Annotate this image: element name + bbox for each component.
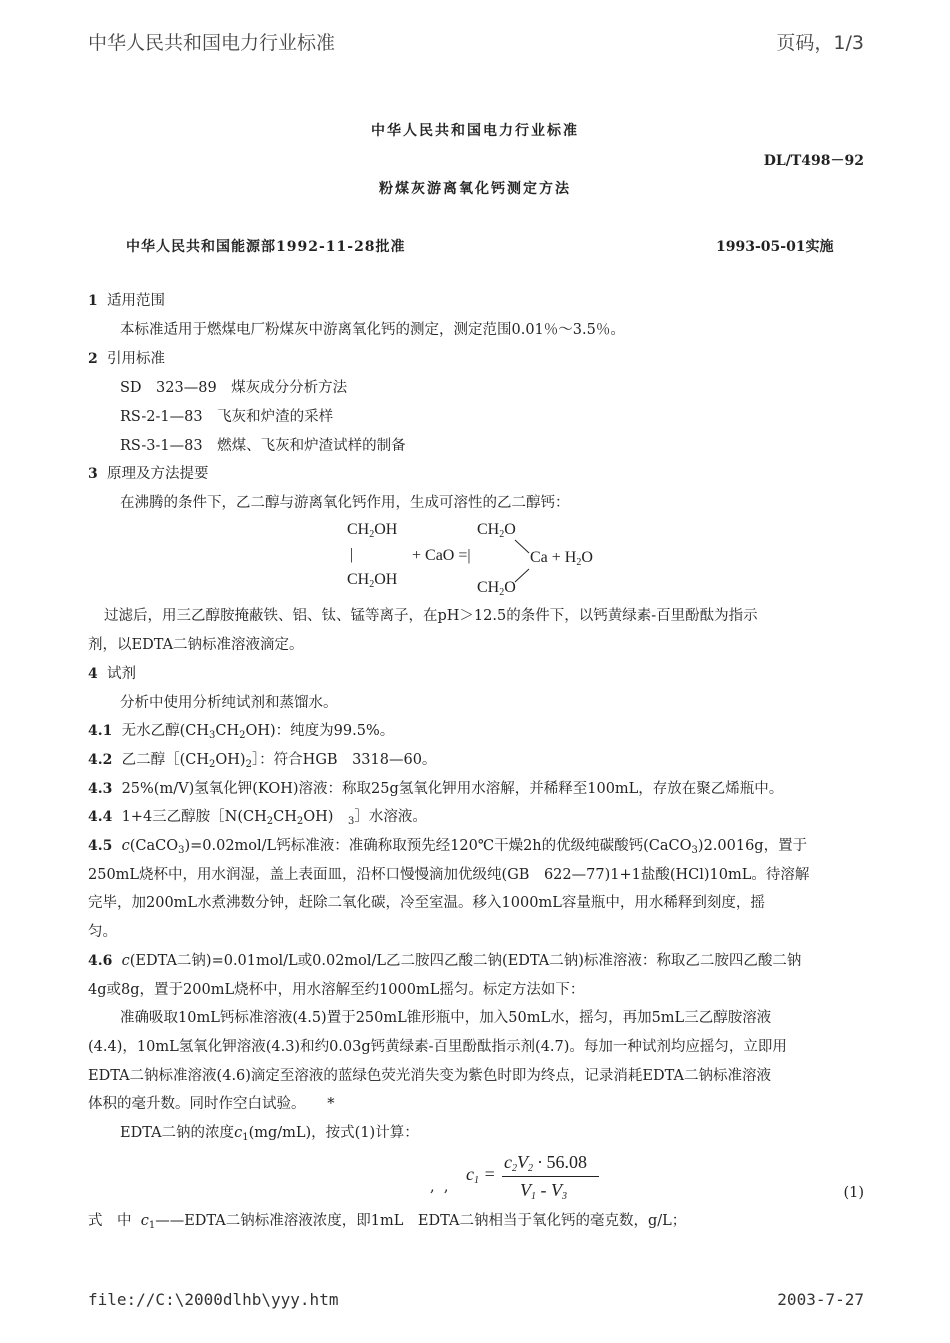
reference-item: SD 323—89 煤灰成分分析方法 <box>120 380 348 396</box>
section-3-heading: 3 原理及方法提要 <box>88 466 209 482</box>
standard-org: 中华人民共和国电力行业标准 <box>371 123 579 139</box>
reagent-4-6-text: 4g或8g，置于200mL烧杯中，用水溶解至约1000mL摇匀。标定方法如下： <box>88 982 585 998</box>
formula-where: 式 中 $c_1——EDTA$二钠标准溶液浓度，即1mL EDTA二钠相当于氧化钙的毫克数，g/L； <box>88 1213 687 1231</box>
reagent-4-2: 4.2 乙二醇$[(CH_2OH)_2]$：符合HGB 3318—60。 <box>88 752 437 770</box>
section-4-heading: 4 试剂 <box>88 666 136 682</box>
page-header-title: 中华人民共和国电力行业标准 <box>88 32 336 54</box>
section-3-after-text: 过滤后，用三乙醇胺掩蔽铁、铝、钛、锰等离子，在pH＞12.5的条件下，以钙黄绿素-百里酚酞为指示 <box>104 608 758 624</box>
calibration-text: (4.4)，10mL氢氧化钾溶液(4.3)和约0.03g钙黄绿素-百里酚酞指示剂(4.7)。每加一种试剂均应摇匀，立即用 <box>88 1039 787 1055</box>
reagent-4-5: 4.5 c(CaCO$_3$)=0.02mol/L钙标准液：准确称取预先经120℃干燥2h的优级纯碳酸钙(CaCO$_3$)2.0016g，置于 <box>88 838 808 856</box>
page-number: 页码，1/3 <box>776 32 864 54</box>
effective-date: 1993-05-01实施 <box>716 239 834 255</box>
section-1-heading: 1 适用范围 <box>88 293 165 309</box>
reagent-4-6: 4.6 c(EDTA二钠)=0.01mol/L或0.02mol/L乙二胺四乙酸二钠(EDTA二钠)标准溶液：称取乙二胺四乙酸二钠 <box>88 953 802 969</box>
calibration-text: 准确吸取10mL钙标准溶液(4.5)置于250mL锥形瓶中，加入50mL水，摇匀，再加5mL三乙醇胺溶液 <box>120 1010 772 1026</box>
reagent-4-1: 4.1 无水乙醇$(CH_3CH_2OH)$：纯度为99.5%。 <box>88 723 395 741</box>
formula-number: (1) <box>843 1185 864 1201</box>
section-2-heading: 2 引用标准 <box>88 351 165 367</box>
calibration-text: EDTA二钠标准溶液(4.6)滴定至溶液的蓝绿色荧光消失变为紫色时即为终点，记录消耗EDTA二钠标准溶液 <box>88 1068 771 1084</box>
footer-file-path: file://C:\2000dlhb\yyy.htm <box>88 1290 339 1309</box>
reagent-4-5-text: 匀。 <box>88 924 117 940</box>
reference-item: RS-2-1—83 飞灰和炉渣的采样 <box>120 409 334 425</box>
reagent-4-5-text: 完毕，加200mL水煮沸数分钟，赶除二氧化碳，冷至室温。移入1000mL容量瓶中，用水稀释到刻度，摇 <box>88 895 765 911</box>
section-3-after-text: 剂，以EDTA二钠标准溶液滴定。 <box>88 637 304 653</box>
reagent-4-3: 4.3 25%(m/V)氢氧化钾(KOH)溶液：称取25g氢氧化钾用水溶解，并稀释至100mL，存放在聚乙烯瓶中。 <box>88 781 784 797</box>
reagent-4-5-text: 250mL烧杯中，用水润湿，盖上表面皿，沿杯口慢慢滴加优级纯(GB 622—77)1+1盐酸(HCl)10mL。待溶解 <box>88 867 810 883</box>
document-title: 粉煤灰游离氧化钙测定方法 <box>379 181 571 197</box>
footer-date: 2003-7-27 <box>777 1290 864 1309</box>
section-4-intro: 分析中使用分析纯试剂和蒸馏水。 <box>120 695 338 711</box>
reagent-4-4: 4.4 1+4三乙醇胺$[N(CH_2CH_2OH)$ $_3$］水溶液。 <box>88 809 427 827</box>
concentration-intro: EDTA二钠的浓度$c_1(mg/mL)$，按式(1)计算： <box>120 1125 419 1143</box>
reference-item: RS-3-1—83 燃煤、飞灰和炉渣试样的制备 <box>120 438 406 454</box>
section-3-text: 在沸腾的条件下，乙二醇与游离氧化钙作用，生成可溶性的乙二醇钙： <box>120 495 570 511</box>
standard-code: DL/T498－92 <box>763 153 864 169</box>
approval-line: 中华人民共和国能源部1992-11-28批准 <box>126 239 406 255</box>
section-1-text: 本标准适用于燃煤电厂粉煤灰中游离氧化钙的测定，测定范围0.01％～3.5％。 <box>120 322 625 338</box>
calibration-text: 体积的毫升数。同时作空白试验。 * <box>88 1096 335 1112</box>
